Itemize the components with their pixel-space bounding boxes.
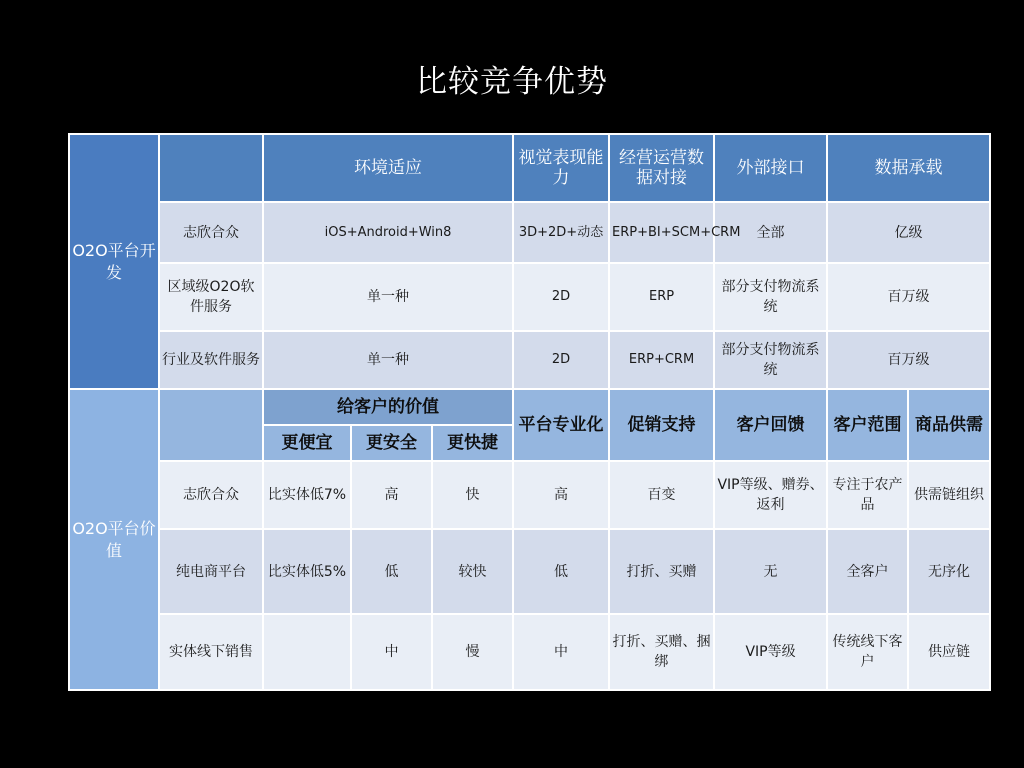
cell-faster: 较快: [432, 529, 513, 614]
header-env: 环境适应: [263, 134, 513, 202]
header-external-interface: 外部接口: [714, 134, 827, 202]
cell-promotion: 打折、买赠: [609, 529, 714, 614]
section1-row-2: [69, 263, 990, 331]
cell-cheaper: 比实体低7%: [263, 461, 351, 529]
section2-label: O2O平台价值: [69, 389, 159, 690]
cell-supply-demand: 供应链: [908, 614, 990, 690]
section2-header-row-1: [69, 389, 990, 425]
header-customer-value: 给客户的价值: [263, 389, 513, 425]
cell-env: 单一种: [263, 331, 513, 389]
cell-external-interface: 部分支付物流系统: [714, 263, 827, 331]
cell-customer-reward: VIP等级: [714, 614, 827, 690]
section1-row-1: [69, 202, 990, 263]
slide-title: 比较竞争优势: [416, 64, 608, 100]
cell-data-integration: ERP+BI+SCM+CRM: [609, 202, 714, 263]
section2-row-1: [69, 461, 990, 529]
header-promotion: 促销支持: [609, 389, 714, 461]
section2-row-2: [69, 529, 990, 614]
cell-visual: 3D+2D+动态: [513, 202, 609, 263]
header-platform-pro: 平台专业化: [513, 389, 609, 461]
comparison-table: [68, 133, 991, 691]
cell-customer-reward: VIP等级、赠券、返利: [714, 461, 827, 529]
cell-platform-pro: 高: [513, 461, 609, 529]
row-label: 志欣合众: [159, 202, 263, 263]
row-label: 志欣合众: [159, 461, 263, 529]
header-cheaper: 更便宜: [263, 425, 351, 461]
cell-data-capacity: 亿级: [827, 202, 990, 263]
cell-visual: 2D: [513, 263, 609, 331]
section2-row-3: [69, 614, 990, 690]
cell-customer-scope: 传统线下客户: [827, 614, 908, 690]
header-safer: 更安全: [351, 425, 432, 461]
cell-safer: 高: [351, 461, 432, 529]
cell-customer-reward: 无: [714, 529, 827, 614]
cell-external-interface: 部分支付物流系统: [714, 331, 827, 389]
cell-data-capacity: 百万级: [827, 331, 990, 389]
row-label: 区域级O2O软件服务: [159, 263, 263, 331]
cell-customer-scope: 全客户: [827, 529, 908, 614]
row-label: 行业及软件服务: [159, 331, 263, 389]
header-faster: 更快捷: [432, 425, 513, 461]
cell-promotion: 百变: [609, 461, 714, 529]
row-label: 实体线下销售: [159, 614, 263, 690]
cell-customer-scope: 专注于农产品: [827, 461, 908, 529]
cell-cheaper: [263, 614, 351, 690]
header-data-capacity: 数据承载: [827, 134, 990, 202]
section1-row-3: [69, 331, 990, 389]
cell-env: 单一种: [263, 263, 513, 331]
row-label: 纯电商平台: [159, 529, 263, 614]
cell-promotion: 打折、买赠、捆绑: [609, 614, 714, 690]
cell-data-integration: ERP+CRM: [609, 331, 714, 389]
cell-supply-demand: 供需链组织: [908, 461, 990, 529]
cell-env: iOS+Android+Win8: [263, 202, 513, 263]
cell-platform-pro: 低: [513, 529, 609, 614]
cell-platform-pro: 中: [513, 614, 609, 690]
cell-faster: 快: [432, 461, 513, 529]
section1-label: O2O平台开发: [69, 134, 159, 389]
header-data-integration: 经营运营数据对接: [609, 134, 714, 202]
header-supply-demand: 商品供需: [908, 389, 990, 461]
cell-visual: 2D: [513, 331, 609, 389]
section1-corner-cell: [159, 134, 263, 202]
section1-header-row: [69, 134, 990, 202]
cell-safer: 低: [351, 529, 432, 614]
header-visual: 视觉表现能力: [513, 134, 609, 202]
cell-safer: 中: [351, 614, 432, 690]
section2-corner-cell: [159, 389, 263, 461]
cell-supply-demand: 无序化: [908, 529, 990, 614]
cell-external-interface: 全部: [714, 202, 827, 263]
cell-faster: 慢: [432, 614, 513, 690]
cell-data-capacity: 百万级: [827, 263, 990, 331]
header-customer-scope: 客户范围: [827, 389, 908, 461]
cell-data-integration: ERP: [609, 263, 714, 331]
header-customer-reward: 客户回馈: [714, 389, 827, 461]
cell-cheaper: 比实体低5%: [263, 529, 351, 614]
